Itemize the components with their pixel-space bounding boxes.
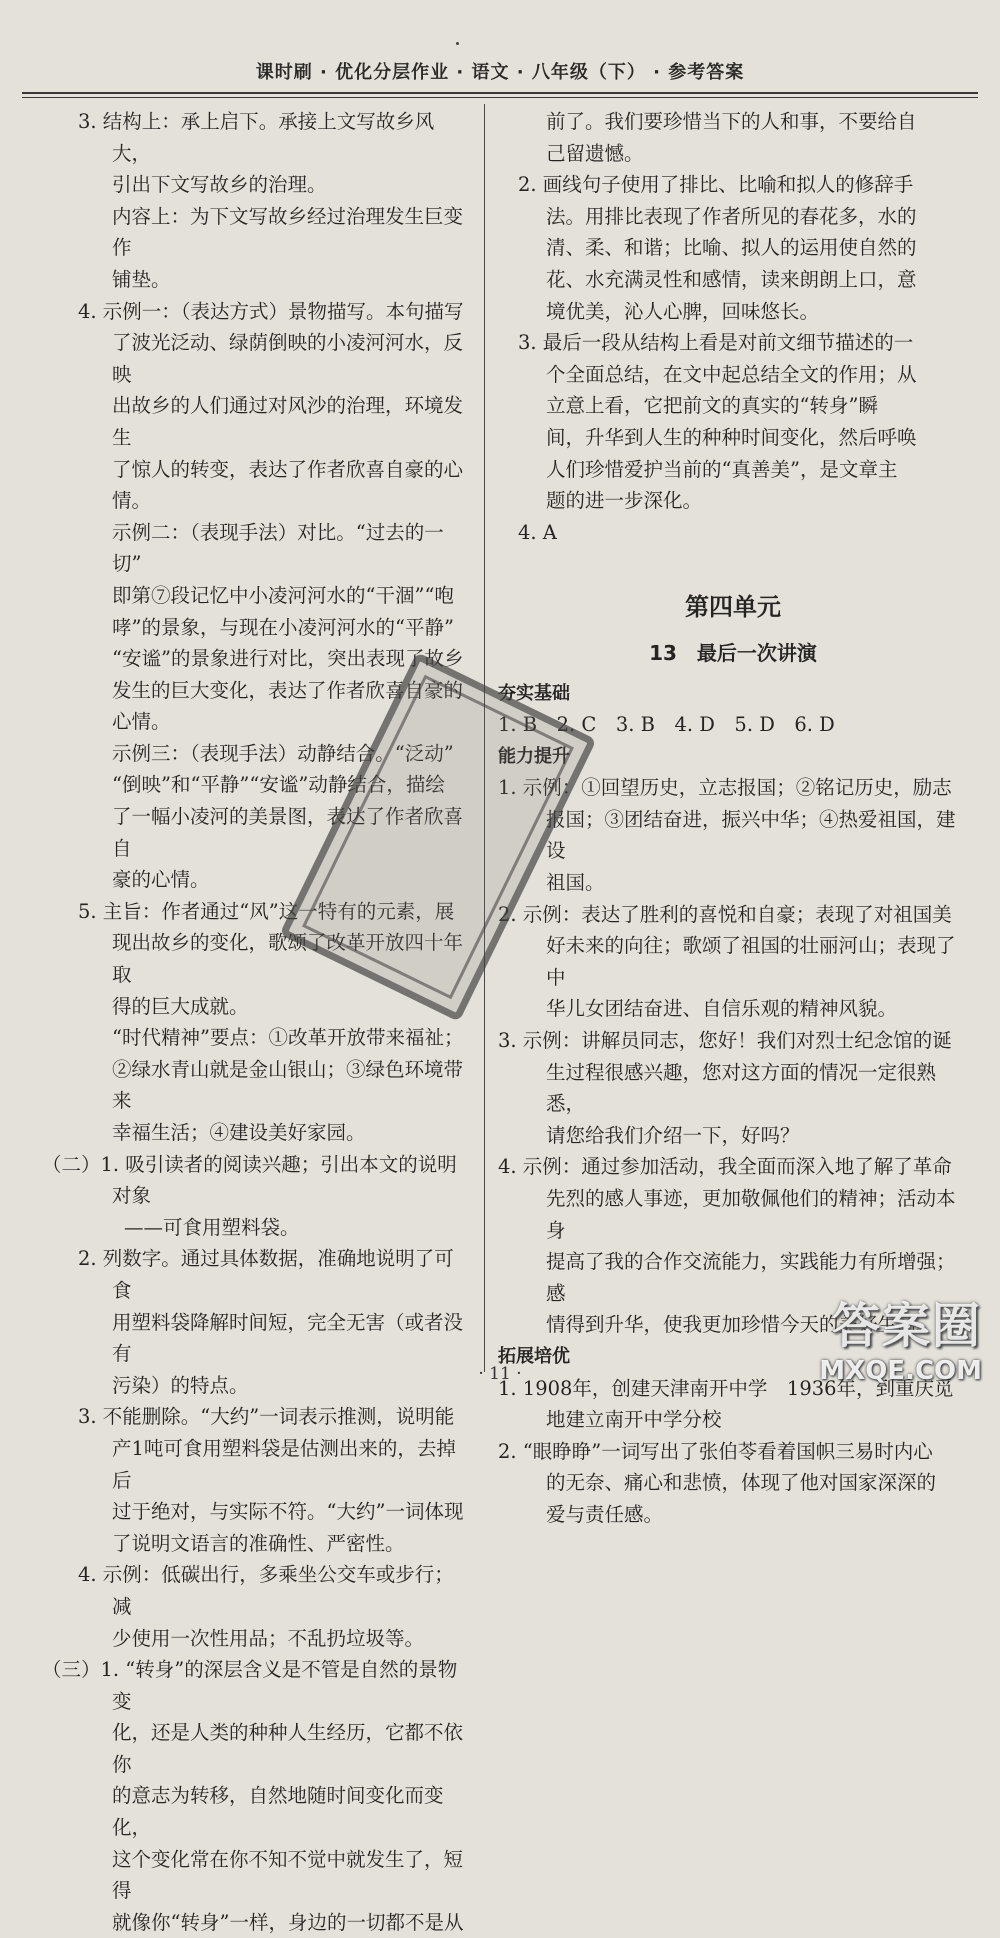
right-top-answers: [498, 106, 968, 548]
answer-line: 心情。: [112, 710, 171, 734]
answer-line: 出故乡的人们通过对风沙的治理，环境发生: [112, 394, 464, 449]
answer-line: 了波光泛动、绿荫倒映的小凌河河水，反映: [112, 331, 464, 386]
answer-line: 5. 主旨：作者通过“风”这一特有的元素，展: [78, 899, 455, 923]
section-heading: 能力提升: [498, 745, 570, 767]
answer-line: 报国；③团结奋进，振兴中华；④热爱祖国，建设: [546, 807, 956, 863]
watermark: [819, 1287, 982, 1386]
answer-line: “时代精神”要点：①改革开放带来福祉；: [112, 1026, 464, 1050]
answer-line: 现出故乡的变化，歌颂了改革开放四十年取: [112, 931, 464, 987]
answer-line: 1. 示例：①回望历史，立志报国；②铭记历史，励志: [498, 776, 952, 800]
answer-line: 即第⑦段记忆中小凌河河水的“干涸”“咆: [112, 583, 454, 607]
answer-line: “倒映”和“平静”“安谧”动静结合，描绘: [112, 773, 445, 797]
answer-line: 就像你“转身”一样，身边的一切都不是从: [112, 1910, 464, 1934]
answer-line: （三）1. “转身”的深层含义是不管是自然的景物变: [42, 1658, 458, 1713]
answer-line: “安谧”的景象进行对比，突出表现了故乡: [112, 647, 464, 671]
answer-line: 的无奈、痛心和悲愤，体现了他对国家深深的: [546, 1471, 937, 1495]
answer-line: 3. 示例：讲解员同志，您好！我们对烈士纪念馆的诞: [498, 1029, 952, 1053]
answer-line: 2. “眼睁睁”一词写出了张伯苓看着国帜三易时内心: [498, 1439, 933, 1463]
print-dot: [456, 42, 459, 45]
answer-line: 花、水充满灵性和感情，读来朗朗上口，意: [546, 267, 917, 291]
answer-line: 先烈的感人事迹，更加敬佩他们的精神；活动本身: [546, 1187, 956, 1242]
answer-line: 1. B 2. C 3. B 4. D 5. D 6. D: [498, 713, 835, 737]
answer-line: 得的巨大成就。: [112, 994, 249, 1018]
answer-line: 了一幅小凌河的美景图，表达了作者欣喜自: [112, 805, 464, 860]
section-heading: 夯实基础: [498, 682, 570, 704]
answer-line: （二）1. 吸引读者的阅读兴趣；引出本文的说明对象: [42, 1152, 457, 1208]
answer-line: 地建立南开中学分校: [546, 1408, 722, 1432]
answer-line: 3. 最后一段从结构上看是对前文细节描述的一: [518, 331, 914, 355]
answer-line: 引出下文写故乡的治理。: [112, 173, 327, 197]
answer-line: 己留遗憾。: [546, 141, 644, 165]
answer-line: 4. 示例：通过参加活动，我全面而深入地了解了革命: [498, 1155, 952, 1179]
page-header: 课时刷 · 优化分层作业 · 语文 · 八年级（下） · 参考答案: [255, 62, 745, 83]
answer-line: 豪的心情。: [112, 868, 210, 892]
answer-line: 了惊人的转变，表达了作者欣喜自豪的心情。: [112, 457, 464, 513]
page-number: · 11 ·: [478, 1364, 522, 1384]
answer-line: 过于绝对，与实际不符。“大约”一词体现: [112, 1500, 464, 1524]
answer-line: 个全面总结，在文中起总结全文的作用；从: [546, 362, 917, 386]
answer-line: 1. 1908年，创建天津南开中学 1936年，到重庆觅: [498, 1376, 954, 1400]
answer-line: 爱与责任感。: [546, 1502, 664, 1526]
answer-line: 提高了我的合作交流能力，实践能力有所增强；感: [546, 1250, 956, 1305]
section-heading: 拓展培优: [498, 1345, 570, 1367]
answer-line: 发生的巨大变化，表达了作者欣喜自豪的: [112, 678, 464, 702]
answer-line: 幸福生活；④建设美好家园。: [112, 1121, 366, 1144]
answer-line: 3. 不能删除。“大约”一词表示推测，说明能: [78, 1405, 455, 1429]
answer-line: 这个变化常在你不知不觉中就发生了，短得: [112, 1847, 464, 1903]
watermark-logo-text: 答案圈: [831, 1298, 982, 1354]
answer-line: 用塑料袋降解时间短，完全无害（或者没有: [112, 1310, 464, 1366]
answer-line: 哮”的景象，与现在小凌河河水的“平静”: [112, 615, 454, 639]
answer-line: 请您给我们介绍一下，好吗？: [546, 1123, 800, 1147]
header-rule-thin: [22, 97, 978, 98]
answer-line: 4. 示例一：（表达方式）景物描写。本句描写: [78, 299, 464, 323]
answer-line: 2. 列数字。通过具体数据，准确地说明了可食: [78, 1247, 454, 1302]
answer-line: 境优美，沁人心脾，回味悠长。: [546, 299, 820, 323]
answer-line: 2. 示例：表达了胜利的喜悦和自豪；表现了对祖国美: [498, 902, 952, 926]
answer-line: 好未来的向往；歌颂了祖国的壮丽河山；表现了中: [546, 934, 956, 989]
answer-line: 前了。我们要珍惜当下的人和事，不要给自: [546, 110, 917, 133]
answer-line: 祖国。: [546, 871, 605, 895]
answer-line: 2. 画线句子使用了排比、比喻和拟人的修辞手: [518, 173, 914, 197]
answer-line: 间，升华到人生的种种时间变化，然后呼唤: [546, 425, 917, 449]
lesson-title: 13 最后一次讲演: [649, 640, 817, 665]
answer-line: 少使用一次性用品；不乱扔垃圾等。: [112, 1626, 425, 1650]
answer-line: 人们珍惜爱护当前的“真善美”，是文章主: [546, 457, 898, 481]
answer-line: 示例三：（表现手法）动静结合。“泛动”: [112, 741, 454, 765]
answer-line: 华儿女团结奋进、自信乐观的精神风貌。: [546, 997, 898, 1021]
answer-line: 题的进一步深化。: [546, 489, 703, 513]
answer-line: 示例二：（表现手法）对比。“过去的一切”: [112, 520, 444, 576]
answer-line: 污染）的特点。: [112, 1373, 249, 1397]
answer-line: 化，还是人类的种种人生经历，它都不依你: [112, 1721, 464, 1776]
answer-line: 法。用排比表现了作者所见的春花多，水的: [546, 204, 917, 228]
answer-line: 了说明文语言的准确性、严密性。: [112, 1531, 405, 1555]
answer-line: 立意上看，它把前文的真实的“转身”瞬: [546, 394, 878, 418]
answer-line: 产1吨可食用塑料袋是估测出来的，去掉后: [112, 1436, 456, 1492]
answer-line: 清、柔、和谐；比喻、拟人的运用使自然的: [546, 236, 917, 260]
answer-line: 生过程很感兴趣，您对这方面的情况一定很熟悉，: [546, 1060, 937, 1116]
answer-line: ②绿水青山就是金山银山；③绿色环境带来: [112, 1057, 464, 1113]
unit-title: 第四单元: [685, 593, 781, 622]
answer-line: 铺垫。: [112, 267, 171, 291]
left-column: [42, 106, 472, 1938]
answer-line: 4. A: [518, 520, 557, 544]
answer-line: 4. 示例：低碳出行，多乘坐公交车或步行；减: [78, 1563, 454, 1618]
watermark-url: MXQE.COM: [819, 1356, 982, 1386]
right-bottom-answers: [498, 678, 968, 1531]
header-rule-thick: [22, 92, 978, 94]
answer-line: 内容上：为下文写故乡经过治理发生巨变作: [112, 204, 464, 260]
answer-line: 的意志为转移，自然地随时间变化而变化，: [112, 1784, 444, 1840]
answer-line: ——可食用塑料袋。: [124, 1215, 300, 1239]
answer-line: 情得到升华，使我更加珍惜今天的美好生活。: [546, 1313, 937, 1337]
answer-line: 3. 结构上：承上启下。承接上文写故乡风大，: [78, 110, 435, 165]
